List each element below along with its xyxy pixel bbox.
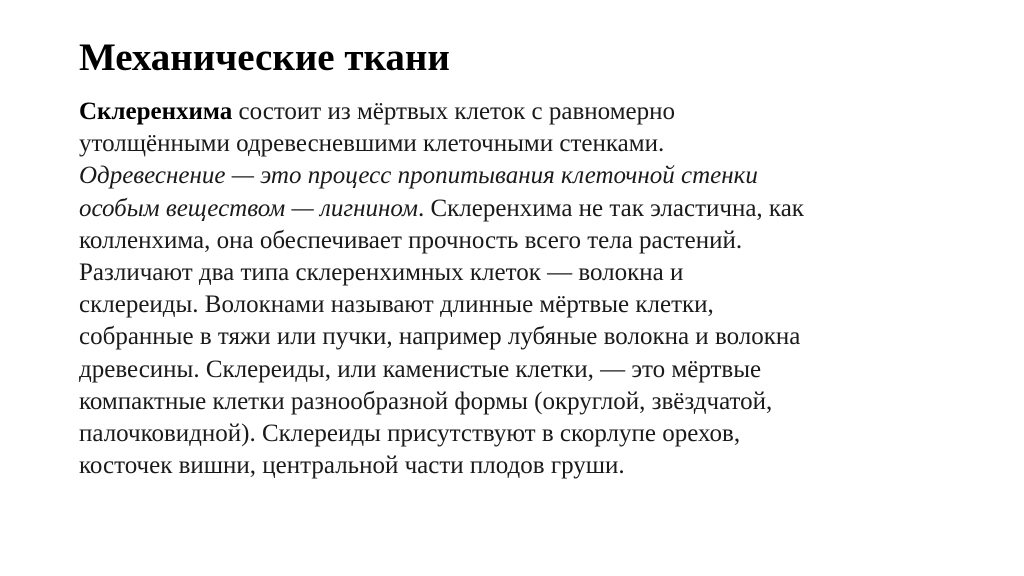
body-line [79,96,959,128]
slide-title: Механические ткани [79,36,450,79]
body-line: палочковидной). Склереиды присутствуют в скорлупе орехов, [79,420,741,448]
body-line: косточек вишни, центральной части плодов груши. [79,452,625,480]
body-line: утолщёнными одревесневшими клеточными стенками. [79,130,665,158]
slide-body-text [79,96,959,482]
body-line [79,160,959,192]
body-text: состоит из мёртвых клеток с равномерно [232,98,675,125]
term-sclerenchyma: Склеренхима [79,98,233,125]
body-line: склереиды. Волокнами называют длинные мёртвые клетки, [79,291,714,319]
definition-italic: Одревеснение — это процесс пропитывания клеточной стенки [79,162,758,190]
body-line: компактные клетки разнообразной формы (округлой, звёздчатой, [79,387,773,415]
body-line: колленхима, она обеспечивает прочность всего тела растений. [79,226,743,254]
body-line: древесины. Склереиды, или каменистые клетки, — это мёртвые [79,355,762,383]
body-line [79,193,959,225]
body-line: Различают два типа склеренхимных клеток — волокна и [79,259,684,287]
body-text: . Склеренхима не так эластична, как [417,194,804,222]
definition-italic: особым веществом — лигнином [79,194,418,222]
body-line: собранные в тяжи или пучки, например лубяные волокна и волокна [79,323,801,351]
